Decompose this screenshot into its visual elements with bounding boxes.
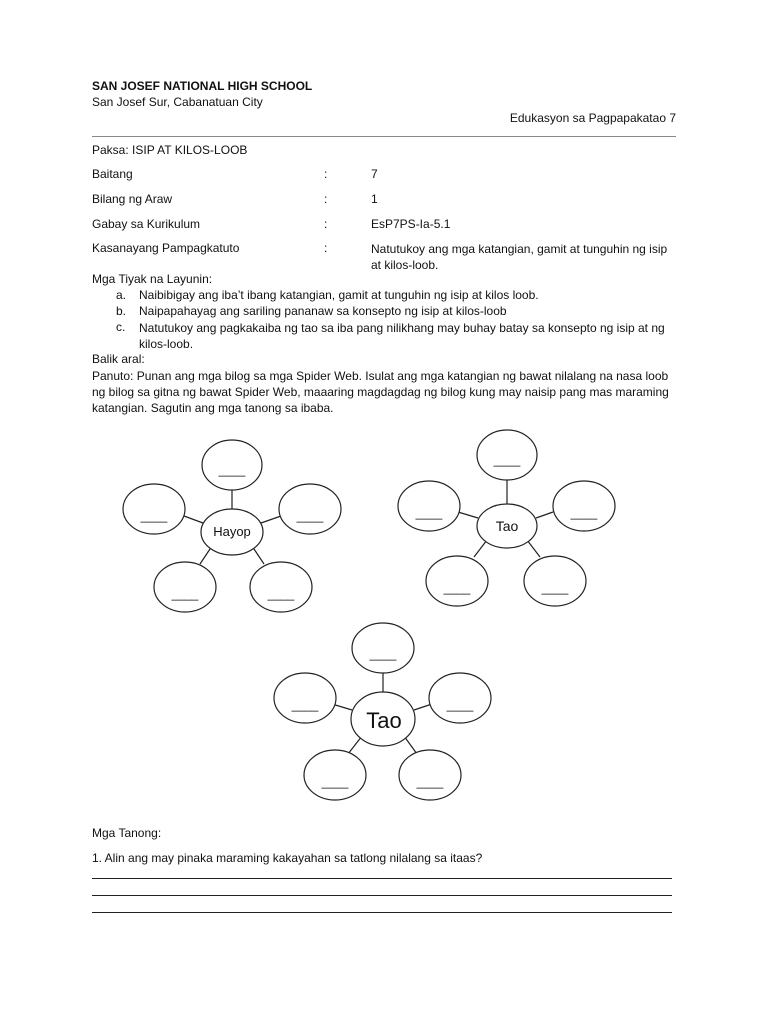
blank-label: ____ (369, 647, 397, 661)
objective-marker: b. (116, 304, 127, 318)
blank-label: ____ (291, 698, 319, 712)
objective-text: Naipapahayag ang sariling pananaw sa konsepto ng isip at kilos-loob (139, 304, 507, 318)
review-heading: Balik aral: (92, 352, 145, 366)
blank-label: ____ (218, 463, 246, 477)
objective-text: Natutukoy ang pagkakaiba ng tao sa iba pang nilikhang may buhay batay sa konsepto ng isip at ng kilos-loob. (139, 321, 665, 351)
blank-label: ____ (415, 506, 443, 520)
school-address: San Josef Sur, Cabanatuan City (92, 95, 263, 109)
blank-label: ____ (171, 587, 199, 601)
blank-label: ____ (493, 453, 521, 467)
blank-label: ____ (541, 581, 569, 595)
blank-label: ____ (140, 509, 168, 523)
topic: Paksa: ISIP AT KILOS-LOOB (92, 143, 248, 157)
blank-label: ____ (296, 509, 324, 523)
question-1: 1. Alin ang may pinaka maraming kakayahan sa tatlong nilalang sa itaas? (92, 851, 483, 865)
answer-line[interactable] (92, 878, 672, 879)
center-label-tao-large: Tao (366, 708, 402, 733)
objective-text: Naibibigay ang iba’t ibang katangian, gamit at tunguhin ng isip at kilos loob. (139, 288, 539, 302)
blank-label: ____ (416, 775, 444, 789)
info-colon: : (324, 167, 328, 181)
answer-line[interactable] (92, 895, 672, 896)
answer-line[interactable] (92, 912, 672, 913)
info-value: 7 (371, 167, 378, 181)
subject-title: Edukasyon sa Pagpapakatao 7 (509, 111, 676, 125)
info-label: Kasanayang Pampagkatuto (92, 241, 240, 255)
info-value: EsP7PS-Ia-5.1 (371, 217, 451, 231)
blank-label: ____ (321, 775, 349, 789)
info-value: Natutukoy ang mga katangian, gamit at tunguhin ng isip at kilos-loob. (371, 242, 668, 272)
questions-heading: Mga Tanong: (92, 826, 162, 840)
objective-marker: a. (116, 288, 127, 302)
objectives-heading: Mga Tiyak na Layunin: (92, 272, 213, 286)
blank-label: ____ (570, 506, 598, 520)
blank-label: ____ (446, 698, 474, 712)
center-label-hayop: Hayop (213, 524, 251, 539)
info-label: Bilang ng Araw (92, 192, 173, 206)
center-label-tao: Tao (495, 518, 519, 534)
blank-label: ____ (443, 581, 471, 595)
info-label: Baitang (92, 167, 133, 181)
info-label: Gabay sa Kurikulum (92, 217, 201, 231)
info-colon: : (324, 192, 328, 206)
objective-marker: c. (116, 320, 126, 334)
blank-label: ____ (267, 587, 295, 601)
review-instructions: Panuto: Punan ang mga bilog sa mga Spider Web. Isulat ang mga katangian ng bawat nilalang na nasa loob ng bilog sa gitna ng bawat Spider Web, maaaring magdagdag ng bilog kung may naisip pang mas maraming katangian. Sagutin ang mga tanong sa ibaba. (92, 369, 669, 415)
info-value: 1 (371, 192, 378, 206)
spider-webs (0, 420, 768, 820)
school-name: SAN JOSEF NATIONAL HIGH SCHOOL (92, 79, 313, 93)
info-colon: : (324, 241, 328, 255)
info-colon: : (324, 217, 328, 231)
header-rule (92, 136, 676, 137)
